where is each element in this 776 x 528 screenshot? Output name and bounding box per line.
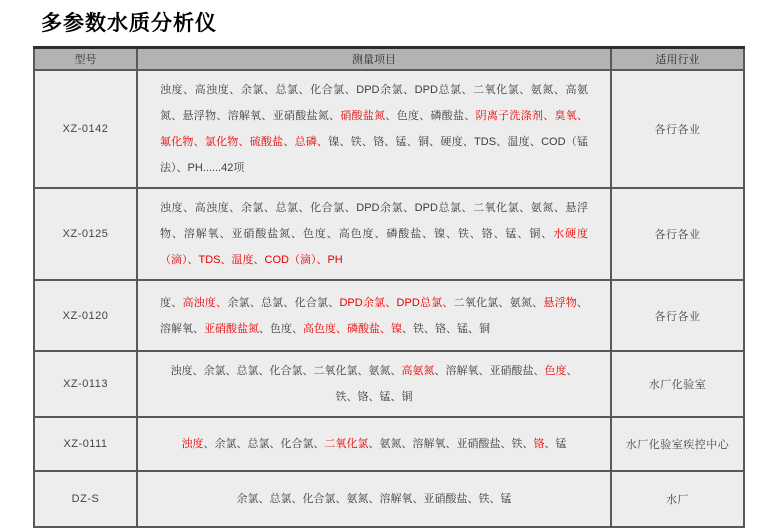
measure-segment: 浊度、高浊度、余氯、总氯、化合氯、DPD余氯、DPD总氯、二氧化氯、氨氮、高氨氮、悬浮物、溶解氧、亚硝酸盐氮、 <box>160 84 588 122</box>
table-row <box>34 280 744 351</box>
measure-segment: 余氯、总氯、化合氯、氨氮、溶解氧、亚硝酸盐、铁、锰 <box>236 493 512 505</box>
table-row <box>34 188 744 280</box>
measure-segment: 度、 <box>160 296 183 309</box>
header-model: 型号 <box>34 48 137 71</box>
measure-segment: 浊度、余氯、总氯、化合氯、二氧化氯、氨氮、 <box>170 365 402 377</box>
items-cell <box>137 70 611 188</box>
industry-cell: 各行各业 <box>611 70 744 188</box>
header-industry: 适用行业 <box>611 48 744 71</box>
industry-cell: 各行各业 <box>611 188 744 280</box>
header-row <box>34 48 744 71</box>
measure-segment: 镍、铁、铬、锰、铜、硬度、TDS、温度、COD（锰法）、PH......42项 <box>160 136 588 174</box>
measure-segment: 、色度、 <box>259 322 303 335</box>
measure-segment: 、色度、磷酸盐、 <box>385 110 476 122</box>
measure-segment-red: 阴离子洗涤剂、臭氧、氟化物、氯化物、硫酸盐、总磷、 <box>160 110 589 148</box>
table-body <box>34 70 744 527</box>
model-cell: XZ-0113 <box>34 351 137 417</box>
measure-segment-red: 浊度 <box>181 438 204 450</box>
model-cell: XZ-0120 <box>34 280 137 351</box>
measure-segment: 浊度、高浊度、余氯、总氯、化合氯、DPD余氯、DPD总氯、二氧化氯、氨氮、悬浮物、溶解氧、亚硝酸盐氮、色度、高色度、磷酸盐、镍、铁、铬、锰、铜、 <box>160 202 588 240</box>
measure-segment-red: 色度 <box>544 365 567 377</box>
industry-cell: 水厂 <box>611 471 744 527</box>
measure-segment: 、氨氮、溶解氧、亚硝酸盐、铁、 <box>368 438 534 450</box>
items-cell <box>137 188 611 280</box>
table-row <box>34 417 744 471</box>
measure-segment-red: 水硬度（滴）、TDS、温度、COD（滴）、PH <box>160 228 589 266</box>
industry-cell: 水厂化验室疾控中心 <box>611 417 744 471</box>
model-cell: XZ-0125 <box>34 188 137 280</box>
measure-segment: 二氧化氯、氨氮、 <box>453 296 544 309</box>
page <box>0 7 776 528</box>
table-row <box>34 70 744 188</box>
measure-segment-red: 高氨氮 <box>401 365 435 377</box>
measure-segment-red: 悬浮物 <box>543 296 578 309</box>
items-cell <box>137 280 611 351</box>
table-row <box>34 471 744 527</box>
measure-segment: 、溶解氧、 <box>160 296 589 335</box>
spec-table <box>33 46 745 528</box>
table-header <box>34 48 744 71</box>
table-row <box>34 351 744 417</box>
measure-segment-red: 硝酸盐氮 <box>340 110 386 122</box>
items-cell <box>137 417 611 471</box>
measure-segment-red: 铬 <box>533 438 545 450</box>
page-title: 多参数水质分析仪 <box>41 12 217 35</box>
measure-segment-red: 高浊度、 <box>182 296 228 309</box>
measure-segment-red: 高色度、磷酸盐、镍 <box>303 322 402 335</box>
model-cell: XZ-0142 <box>34 70 137 188</box>
measure-segment-red: DPD余氯、DPD总氯、 <box>339 296 454 309</box>
items-cell <box>137 471 611 527</box>
measure-segment: 、溶解氧、亚硝酸盐、 <box>434 365 545 377</box>
header-items: 测量项目 <box>137 48 611 71</box>
measure-segment: 、锰 <box>544 438 567 450</box>
measure-segment: 余氯、总氯、化合氯、 <box>227 296 340 309</box>
measure-segment-red: 亚硝酸盐氮 <box>204 322 259 335</box>
measure-segment: 、铁、铬、锰、铜 <box>335 365 578 403</box>
measure-segment: 、余氯、总氯、化合氯、 <box>203 438 325 450</box>
industry-cell: 各行各业 <box>611 280 744 351</box>
measure-segment: 、铁、铬、锰、铜 <box>402 322 490 335</box>
industry-cell: 水厂化验室 <box>611 351 744 417</box>
model-cell: XZ-0111 <box>34 417 137 471</box>
items-cell <box>137 351 611 417</box>
model-cell: DZ-S <box>34 471 137 527</box>
measure-segment-red: 二氧化氯 <box>324 438 369 450</box>
